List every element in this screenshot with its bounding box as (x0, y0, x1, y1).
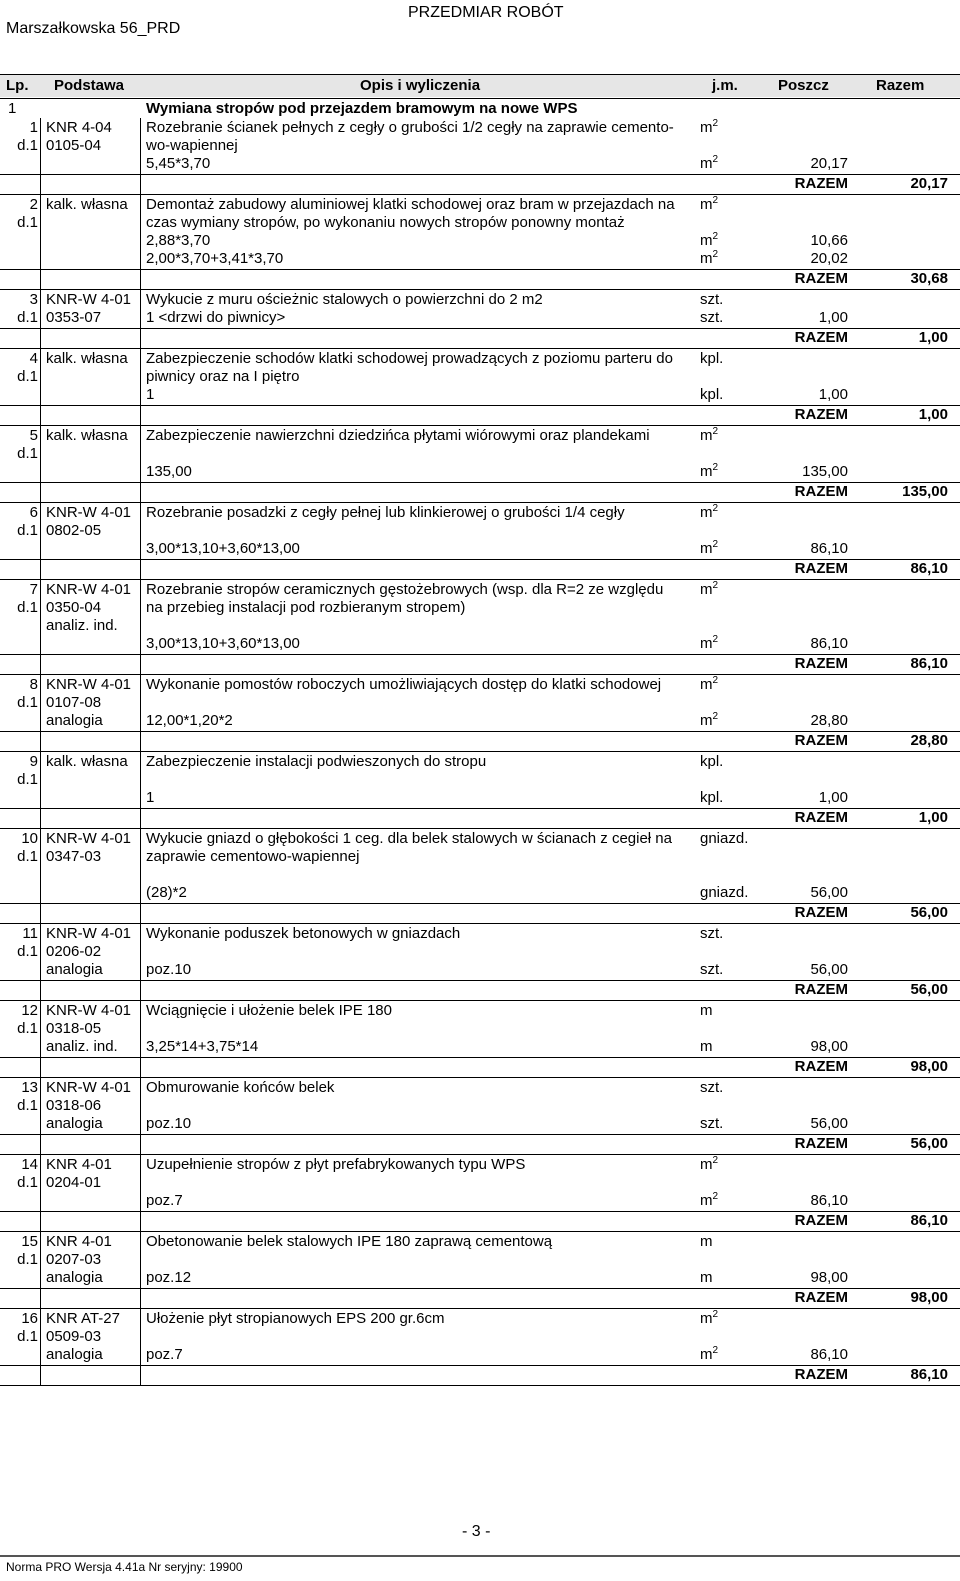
razem-value: 20,17 (910, 175, 948, 192)
row-divider (0, 674, 960, 675)
item-description: Zabezpieczenie instalacji podwieszonych do stropu (146, 753, 487, 770)
calc-expression: 12,00*1,20*2 (146, 712, 233, 729)
item-number: 16 (21, 1310, 38, 1327)
base-code: 0318-05 (46, 1020, 102, 1037)
item-description: czas wymiany stropów, po wykonaniu nowych stropów ponowny montaż (146, 214, 625, 231)
razem-label: RAZEM (794, 1366, 848, 1383)
column-divider (140, 1232, 141, 1308)
item-unit: m (700, 1233, 713, 1250)
base-code: 0353-07 (46, 309, 102, 326)
item-description: Zabezpieczenie schodów klatki schodowej prowadzących z poziomu parteru do (146, 350, 673, 367)
base-code: KNR-W 4-01 (46, 676, 132, 693)
calc-value: 20,17 (810, 155, 848, 172)
item-unit: szt. (700, 1079, 724, 1096)
calc-expression: 3,00*13,10+3,60*13,00 (146, 635, 300, 652)
calc-value: 56,00 (810, 884, 848, 901)
col-podstawa: Podstawa (54, 77, 125, 94)
razem-label: RAZEM (794, 1058, 848, 1075)
item-unit: gniazd. (700, 830, 749, 847)
razem-value: 98,00 (910, 1289, 948, 1306)
item-number: 10 (21, 830, 38, 847)
item-number: 13 (21, 1079, 38, 1096)
column-divider (140, 675, 141, 751)
razem-label: RAZEM (794, 904, 848, 921)
item-unit: $m^2$ (700, 675, 719, 693)
item-number: 7 (29, 581, 38, 598)
row-divider (0, 348, 960, 349)
calc-expression: 3,00*13,10+3,60*13,00 (146, 540, 300, 557)
item-description: Obetonowanie belek stalowych IPE 180 zaprawą cementową (146, 1233, 553, 1250)
razem-label: RAZEM (794, 655, 848, 672)
column-divider (140, 1155, 141, 1231)
column-divider (40, 118, 41, 194)
row-divider (0, 502, 960, 503)
razem-value: 135,00 (902, 483, 948, 500)
item-subnumber: d.1 (17, 368, 38, 385)
razem-label: RAZEM (794, 732, 848, 749)
base-code: KNR-W 4-01 (46, 581, 132, 598)
calc-value: 98,00 (810, 1269, 848, 1286)
item-unit: $m^2$ (700, 1155, 719, 1173)
base-code: KNR AT-27 (46, 1310, 120, 1327)
item-description: Obmurowanie końców belek (146, 1079, 335, 1096)
item-subnumber: d.1 (17, 1251, 38, 1268)
item-number: 14 (21, 1156, 38, 1173)
row-divider (0, 194, 960, 195)
column-divider (40, 580, 41, 674)
item-number: 11 (22, 925, 38, 942)
base-code: kalk. własna (46, 753, 128, 770)
header-bottom-border (0, 98, 960, 99)
column-divider (140, 752, 141, 828)
item-number: 2 (29, 196, 38, 213)
column-divider (140, 829, 141, 923)
base-code: 0207-03 (46, 1251, 102, 1268)
row-divider (0, 579, 960, 580)
calc-unit: $m^2$ (700, 539, 719, 557)
razem-label: RAZEM (794, 1212, 848, 1229)
calc-expression: 135,00 (146, 463, 192, 480)
calc-expression: poz.10 (146, 961, 192, 978)
razem-value: 30,68 (910, 270, 948, 287)
item-number: 4 (29, 350, 38, 367)
calc-value: 1,00 (818, 386, 848, 403)
razem-label: RAZEM (794, 981, 848, 998)
calc-value: 56,00 (810, 1115, 848, 1132)
calc-unit: $m^2$ (700, 249, 719, 267)
column-divider (140, 1309, 141, 1385)
item-unit: $m^2$ (700, 195, 719, 213)
calc-unit: $m^2$ (700, 1345, 719, 1363)
calc-unit: szt. (700, 1115, 724, 1132)
item-number: 12 (21, 1002, 38, 1019)
column-divider (40, 426, 41, 502)
razem-label: RAZEM (794, 406, 848, 423)
base-code: kalk. własna (46, 350, 128, 367)
column-divider (140, 290, 141, 348)
column-divider (40, 752, 41, 828)
column-divider (40, 195, 41, 289)
item-number: 6 (29, 504, 38, 521)
base-code: KNR 4-01 (46, 1233, 112, 1250)
item-subnumber: d.1 (17, 848, 38, 865)
col-opis: Opis i wyliczenia (360, 77, 481, 94)
item-number: 8 (29, 676, 38, 693)
item-subnumber: d.1 (17, 1328, 38, 1345)
item-unit: $m^2$ (700, 426, 719, 444)
base-code: 0802-05 (46, 522, 102, 539)
base-code: analogia (46, 1269, 103, 1286)
section-title: Wymiana stropów pod przejazdem bramowym na nowe WPS (146, 100, 578, 117)
razem-label: RAZEM (794, 483, 848, 500)
base-code: analogia (46, 712, 103, 729)
razem-label: RAZEM (794, 1289, 848, 1306)
item-subnumber: d.1 (17, 943, 38, 960)
column-divider (40, 1232, 41, 1308)
calc-value: 1,00 (818, 789, 848, 806)
item-description: Uzupełnienie stropów z płyt prefabrykowanych typu WPS (146, 1156, 526, 1173)
row-divider (0, 751, 960, 752)
column-divider (40, 829, 41, 923)
row-divider (0, 289, 960, 290)
item-description: Wykonanie pomostów roboczych umożliwiających dostęp do klatki schodowej (146, 676, 662, 693)
item-subnumber: d.1 (17, 309, 38, 326)
item-number: 9 (29, 753, 38, 770)
calc-unit: m (700, 1038, 713, 1055)
calc-unit: kpl. (700, 386, 724, 403)
razem-label: RAZEM (794, 175, 848, 192)
calc-unit: $m^2$ (700, 231, 719, 249)
item-unit: $m^2$ (700, 1309, 719, 1327)
base-code: KNR-W 4-01 (46, 291, 132, 308)
razem-value: 56,00 (910, 981, 948, 998)
base-code: KNR-W 4-01 (46, 925, 132, 942)
calc-unit: $m^2$ (700, 711, 719, 729)
item-subnumber: d.1 (17, 522, 38, 539)
item-subnumber: d.1 (17, 1097, 38, 1114)
calc-unit: $m^2$ (700, 634, 719, 652)
item-description: Wciągnięcie i ułożenie belek IPE 180 (146, 1002, 392, 1019)
footer-rule (0, 1555, 960, 1557)
calc-value: 20,02 (810, 250, 848, 267)
column-header-row (0, 75, 960, 97)
calc-value: 56,00 (810, 961, 848, 978)
item-subnumber: d.1 (17, 214, 38, 231)
column-divider (140, 924, 141, 1000)
item-subnumber: d.1 (17, 771, 38, 788)
column-divider (40, 924, 41, 1000)
row-divider (0, 1077, 960, 1078)
item-number: 1 (29, 119, 38, 136)
calc-unit: szt. (700, 309, 724, 326)
column-divider (40, 1155, 41, 1231)
column-divider (140, 195, 141, 289)
column-divider (140, 1001, 141, 1077)
column-divider (40, 349, 41, 425)
razem-label: RAZEM (794, 329, 848, 346)
row-divider (0, 1308, 960, 1309)
item-subnumber: d.1 (17, 445, 38, 462)
base-code: analogia (46, 1346, 103, 1363)
row-divider (0, 923, 960, 924)
calc-expression: (28)*2 (146, 884, 187, 901)
column-divider (40, 503, 41, 579)
column-divider (140, 1078, 141, 1154)
page-number: - 3 - (462, 1523, 491, 1540)
item-description: wo-wapiennej (146, 137, 238, 154)
column-divider (140, 349, 141, 425)
calc-unit: kpl. (700, 789, 724, 806)
base-code: KNR-W 4-01 (46, 1079, 132, 1096)
item-subnumber: d.1 (17, 694, 38, 711)
col-jm: j.m. (712, 77, 738, 94)
base-code: KNR-W 4-01 (46, 830, 132, 847)
item-subnumber: d.1 (17, 137, 38, 154)
item-subnumber: d.1 (17, 1020, 38, 1037)
calc-expression: 3,25*14+3,75*14 (146, 1038, 259, 1055)
razem-value: 86,10 (910, 1212, 948, 1229)
base-code: analiz. ind. (46, 617, 118, 634)
razem-value: 98,00 (910, 1058, 948, 1075)
base-code: analogia (46, 961, 103, 978)
item-description: Zabezpieczenie nawierzchni dziedzińca płytami wiórowymi oraz plandekami (146, 427, 650, 444)
calc-unit: $m^2$ (700, 1191, 719, 1209)
razem-label: RAZEM (794, 560, 848, 577)
base-code: 0350-04 (46, 599, 102, 616)
row-divider (0, 1385, 960, 1386)
base-code: KNR-W 4-01 (46, 1002, 132, 1019)
item-subnumber: d.1 (17, 599, 38, 616)
base-code: 0206-02 (46, 943, 102, 960)
razem-value: 28,80 (910, 732, 948, 749)
razem-label: RAZEM (794, 270, 848, 287)
calc-unit: m (700, 1269, 713, 1286)
column-divider (140, 118, 141, 194)
col-poszcz: Poszcz (778, 77, 829, 94)
item-description: Wykonanie poduszek betonowych w gniazdach (146, 925, 461, 942)
calc-expression: 5,45*3,70 (146, 155, 211, 172)
item-number: 5 (29, 427, 38, 444)
calc-unit: $m^2$ (700, 154, 719, 172)
item-description: Rozebranie stropów ceramicznych gęstożebrowych (wsp. dla R=2 ze względu (146, 581, 664, 598)
row-divider (0, 1231, 960, 1232)
base-code: KNR-W 4-01 (46, 504, 132, 521)
razem-label: RAZEM (794, 1135, 848, 1152)
razem-value: 56,00 (910, 1135, 948, 1152)
column-divider (40, 675, 41, 751)
razem-value: 56,00 (910, 904, 948, 921)
base-code: 0318-06 (46, 1097, 102, 1114)
calc-value: 98,00 (810, 1038, 848, 1055)
item-unit: m (700, 1002, 713, 1019)
razem-value: 86,10 (910, 560, 948, 577)
section-number: 1 (8, 100, 17, 117)
calc-expression: poz.7 (146, 1346, 183, 1363)
base-code: 0107-08 (46, 694, 102, 711)
base-code: 0347-03 (46, 848, 102, 865)
calc-expression: 1 <drzwi do piwnicy> (146, 309, 286, 326)
document-title: PRZEDMIAR ROBÓT (408, 4, 564, 21)
column-divider (140, 503, 141, 579)
base-code: 0509-03 (46, 1328, 102, 1345)
item-description: Demontaż zabudowy aluminiowej klatki schodowej oraz bram w przejazdach na (146, 196, 675, 213)
column-divider (140, 426, 141, 502)
row-divider (0, 1000, 960, 1001)
calc-expression: poz.12 (146, 1269, 192, 1286)
base-code: kalk. własna (46, 196, 128, 213)
calc-unit: $m^2$ (700, 462, 719, 480)
calc-unit: gniazd. (700, 884, 749, 901)
row-divider (0, 828, 960, 829)
item-description: Rozebranie posadzki z cegły pełnej lub klinkierowej o grubości 1/4 cegły (146, 504, 625, 521)
base-code: KNR 4-01 (46, 1156, 112, 1173)
column-divider (40, 290, 41, 348)
calc-expression: 1 (146, 789, 155, 806)
razem-value: 1,00 (918, 329, 948, 346)
col-lp: Lp. (6, 77, 29, 94)
calc-value: 86,10 (810, 1346, 848, 1363)
base-code: 0105-04 (46, 137, 102, 154)
base-code: analiz. ind. (46, 1038, 118, 1055)
item-unit: szt. (700, 925, 724, 942)
razem-value: 86,10 (910, 1366, 948, 1383)
item-unit: $m^2$ (700, 503, 719, 521)
calc-expression: poz.7 (146, 1192, 183, 1209)
base-code: kalk. własna (46, 427, 128, 444)
project-name: Marszałkowska 56_PRD (6, 20, 181, 37)
item-unit: $m^2$ (700, 580, 719, 598)
item-unit: szt. (700, 291, 724, 308)
calc-unit: szt. (700, 961, 724, 978)
item-number: 3 (29, 291, 38, 308)
column-divider (40, 1309, 41, 1385)
calc-value: 86,10 (810, 540, 848, 557)
calc-expression: 2,00*3,70+3,41*3,70 (146, 250, 284, 267)
item-number: 15 (21, 1233, 38, 1250)
calc-value: 28,80 (810, 712, 848, 729)
razem-label: RAZEM (794, 809, 848, 826)
row-divider (0, 425, 960, 426)
col-razem: Razem (876, 77, 925, 94)
calc-value: 10,66 (810, 232, 848, 249)
razem-value: 1,00 (918, 809, 948, 826)
item-description: Wykucie gniazd o głębokości 1 ceg. dla belek stalowych w ścianach z cegieł na (146, 830, 672, 847)
column-divider (40, 1078, 41, 1154)
calc-value: 1,00 (818, 309, 848, 326)
item-unit: kpl. (700, 753, 724, 770)
item-subnumber: d.1 (17, 1174, 38, 1191)
calc-expression: 2,88*3,70 (146, 232, 211, 249)
calc-expression: poz.10 (146, 1115, 192, 1132)
base-code: 0204-01 (46, 1174, 102, 1191)
item-unit: kpl. (700, 350, 724, 367)
item-unit: $m^2$ (700, 118, 719, 136)
software-info: Norma PRO Wersja 4.41a Nr seryjny: 19900 (6, 1560, 243, 1574)
column-divider (140, 580, 141, 674)
calc-value: 86,10 (810, 1192, 848, 1209)
item-description: Ułożenie płyt stropianowych EPS 200 gr.6cm (146, 1310, 445, 1327)
item-description: zaprawie cementowo-wapiennej (146, 848, 360, 865)
item-description: na przebieg instalacji pod rozbieranym stropem) (146, 599, 466, 616)
column-divider (40, 1001, 41, 1077)
item-description: Wykucie z muru ościeżnic stalowych o powierzchni do 2 m2 (146, 291, 543, 308)
calc-expression: 1 (146, 386, 155, 403)
item-description: Rozebranie ścianek pełnych z cegły o grubości 1/2 cegły na zaprawie cemento- (146, 119, 674, 136)
razem-value: 86,10 (910, 655, 948, 672)
calc-value: 86,10 (810, 635, 848, 652)
item-description: piwnicy oraz na I piętro (146, 368, 300, 385)
base-code: KNR 4-04 (46, 119, 112, 136)
razem-value: 1,00 (918, 406, 948, 423)
base-code: analogia (46, 1115, 103, 1132)
calc-value: 135,00 (802, 463, 848, 480)
row-divider (0, 1154, 960, 1155)
